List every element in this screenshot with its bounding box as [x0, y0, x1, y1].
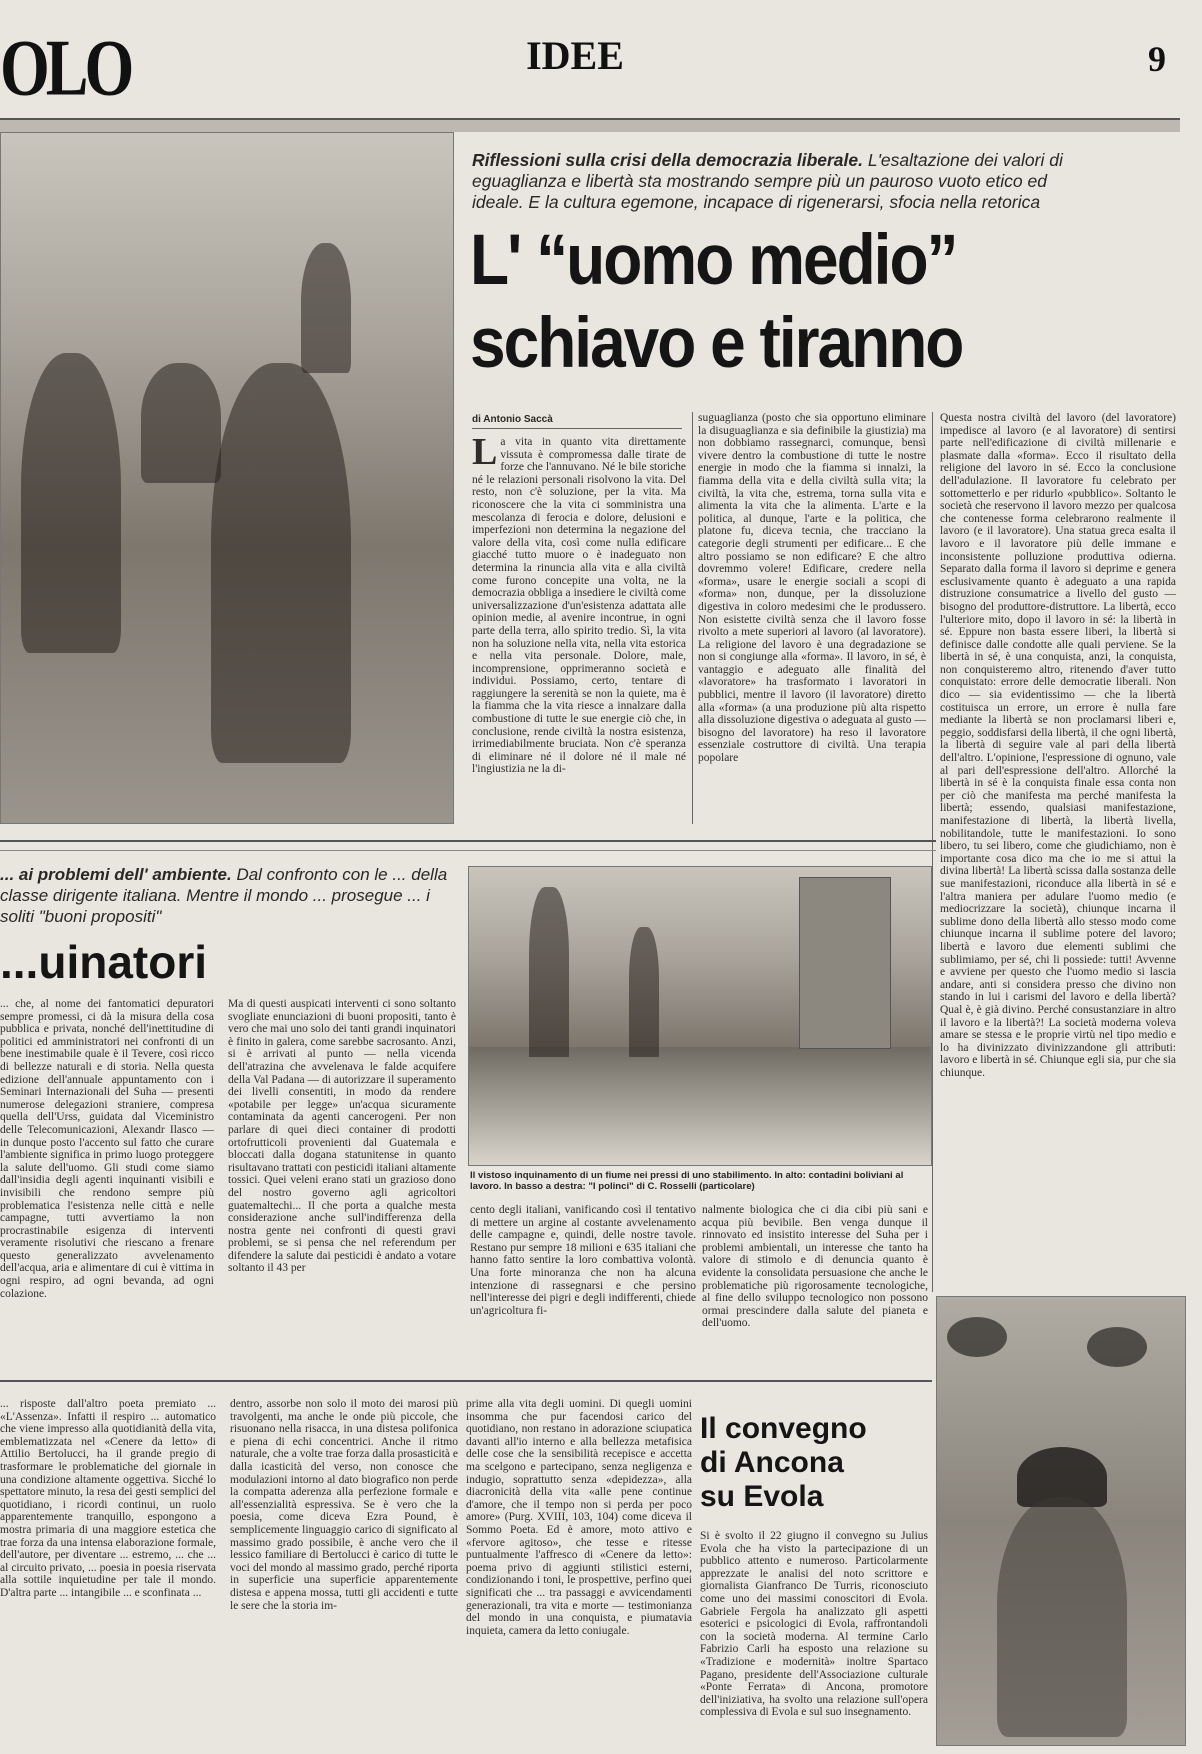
env-kicker-text: Dal confronto con le ... della classe dirigente italiana. Mentre il mondo ... prosegue ... i soliti "buoni propositi": [0, 865, 448, 926]
lower-article-column-2: [230, 1398, 458, 1744]
byline-rule: [472, 428, 682, 429]
env-kicker: [0, 864, 460, 928]
env-article-column-1: [0, 998, 214, 1368]
evola-headline-line3: su Evola: [700, 1480, 824, 1513]
main-col1-text: a vita in quanto vita direttamente vissuta è compromessa dalle tirate de forze che l'annuvano. Né le bile storiche né le relazioni personali risolvono la vita. Del resto, non c'è soluzione, per la vita. Ma riconoscere che la vita ci somministra una mescolanza di ferocia e dolore, delusioni e imperfezioni non determina la negazione del valore della vita, così come nulla edificare giacché tutto muore o è inadeguato non determina la rinuncia alla vita e alla civiltà come furono concepite una volta, ne la democrazia obbliga a insediere le civiltà come universalizzazione d'un'esistenza adattata alle opinion medie, al avenire incontrue, in ogni parte della terra, allo spirito tredio. Sì, la vita non ha soluzione nella vita, nella vita estorica e nella vita personale. Dolore, male, incomprensione, opprimeranno società e individui. Possiamo, certo, tentare di raggiungere la serenità se non la quiete, ma è la fiamma che la vita riesce a innalzare dalla combustione di tutte le sue energie ciò che, in conclusione, rende civiltà la nostra esistenza, irrimediabilmente bruciata. Non c'è speranza di eliminare né il dolore né il male né l'ingiustizia ne la di-: [472, 436, 686, 776]
main-headline: [470, 218, 1030, 386]
env-col4-text: nalmente biologica che ci dia cibi più sani e acqua più bevibile. Ben venga dunque il rinnovato ed insistito interesse del Suha per i problemi ambientali, un interesse che tanto ha valore di stimolo e di denuncia quanto è evidente la consolidata persuasione che anche le problematiche più rigorosamente tecnologiche, al fine dello sviluppo tecnologico non possono ormai prescindere dalla salute del pianeta e dell'uomo.: [702, 1204, 928, 1330]
lower-article-column-3: [466, 1398, 692, 1744]
main-kicker-text: L'esaltazione dei valori di eguaglianza e libertà sta mostrando sempre più un pauroso vuoto etico ed ideale. E la cultura egemone, incapace di rigenerarsi, sfocia nella retorica: [472, 150, 1063, 212]
main-kicker-bold: Riflessioni sulla crisi della democrazia liberale.: [472, 150, 863, 170]
photo-farmworkers: [0, 132, 454, 824]
byline: di Antonio Saccà: [472, 414, 553, 425]
main-article-column-3: [940, 412, 1176, 1290]
env-article-column-3: [470, 1204, 696, 1370]
evola-text: Si è svolto il 22 giugno il convegno su Julius Evola che ha visto la partecipazione di un pubblico attento e numeroso. Particolarmente apprezzate le analisi del noto scrittore e giornalista Gianfranco De Turris, riconosciuto come uno dei massimi conoscitori di Evola. Gabriele Fergola ha analizzato gli aspetti esoterici e psicologici di Evola, raffrontandoli con la società moderna. Al termine Carlo Fabrizio Carli ha esposto una relazione su «Tradizione e modernità» inoltre Spartaco Pagano, presidente dell'Associazione culturale «Ponte Ferrata» di Ancona, promotore dell'iniziativa, ha svolto una relazione sull'opera complessiva di Evola e sul suo insegnamento.: [700, 1530, 928, 1719]
main-col3-text: Questa nostra civiltà del lavoro (del lavoratore) impedisce al lavoro (e al lavoratore) di sentirsi parte nell'edificazione di civiltà millenarie e plasmate dalla «forma». Ecco il risultato della religione del lavoro in sé. Ecco la conclusione dell'adulazione. Il lavoratore fu celebrato per sottometterlo e per ridurlo «pubblico». Soltanto le società che reservono il lavoro mezzo per qualcosa che contenesse forma celebrarono realmente il lavoro (e il lavoratore). Una statua greca esalta il lavoro e il lavoratore più delle immane e inconsistente polluzione produttiva odierna. Separato dalla forma il lavoro si deprime e genera esclusivamente quanto è adeguato a una rapida distruzione consumatrice a livello del gusto — bisogno del produttore-distruttore. La libertà, ecco l'ulteriore mito, dopo il lavoro in sé: la libertà in sé. Eppure non basta essere liberi, la libertà si definisce dalle condotte alle quali perviene. Se la libertà in sé, è una conquista, anzi, la conquista, non conquisteremo altro, ritenendo d'aver tutto conquistato: errore delle democratie liberali. Non dico — sia evidentissimo — che la libertà costituisca un errore, un errore è nulla fare mediante la libertà se non proclamarsi liberi e, peggio, soddisfarsi della libertà, il che ogni libertà, la libertà di seguire vale al pari della libertà dell'altro. L'opinione, l'espressione di ognuno, vale al pari dell'espressione dell'altro. Allorché la libertà in sé è la conquista finale essa conta non per ciò che manifesta ma perché manifesta la libertà; essendo, qualsiasi manifestazione, manifestazione di libertà, la libertà livella, nobilitandole, tutte le manifestazioni. Io sono libero, tu sei libero, come che giudichiamo, non è importante cosa dico ma che io me si attui la divina libertà! La libertà scissa dalla sostanza delle sue manifestazioni, riconduce alla libertà in sé e l'altra maniera per adulare l'uomo medio (e mediocrizzare la società), chiunque incarna il sublime dono della libertà allo stesso modo come chiunque incarna il sublime potere del lavoro; libertà e lavoro due elementi sublimi che sublimiamo, per sé, chi li possiede: tutti! Avvenne e avviene per questo che l'uomo medio si lascia andare, anti si considera presso che divino non stando in lui i carismi del lavoro e della libertà? Qual è, è già divino. Perché consustanziare in altro il lavoro e la libertà?! La società moderna voleva amare se stessa e le proprie virtù nel tipo medio e lo ha divinizzato divinizzandone gli attributi: lavoro e libertà in sé. Chiunque egli sia, pur che sia chiunque.: [940, 412, 1176, 1079]
painting-i-polinci: [936, 1296, 1186, 1746]
main-kicker: [472, 150, 1072, 220]
main-article-column-2: [698, 412, 926, 824]
main-col2-text: suguaglianza (posto che sia opportuno eliminare la disuguaglianza e sia definibile la giustizia) ma non dobbiamo rassegnarci, comunque, bensì vivere dentro la combustione di tutte le nostre energie in modo che la fiamma si innalzi, la fiamma della vita e della civiltà sulla vita; la civiltà, la vita che, estrema, torna sulla vita e alimenta la vita che la alimenta. L'arte e la politica, al dunque, l'arte e la politica, che platone fu, diceva tecnia, che tracciano la categorie degli strumenti per edificare... E che altro possiamo se non edificare? E che altro dovremmo volere! Edificare, credere nella «forma», usare le energie sociali a scopi di «forma» non, dunque, per la dissoluzione digestiva in coloro medesimi che le produssero. Non esistette civiltà senza che il lavoro fosse rivolto a mete superiori al lavoro (al lavoratore). La religione del lavoro è una degradazione se non si congiunge alla «forma». Il lavoro, in sé, è vantaggio e adeguato alle finalità del «lavoratore» ha trasformato i lavoratori in pubblici, mentre il lavoro (il lavoratore) diretto alla «forma» (a una produzione più alta rispetto alla dissoluzione digestiva o adeguata al gusto — bisogno del lavoratore) ha reso il lavoratore essenziale costruttore di civiltà. Una terapia popolare: [698, 412, 926, 765]
env-article-column-2: [228, 998, 456, 1368]
evola-headline: [700, 1412, 930, 1522]
newspaper-logo: OLO: [0, 23, 131, 112]
env-kicker-bold: ... ai problemi dell' ambiente.: [0, 865, 232, 884]
main-headline-line1: L' “uomo medio”: [470, 219, 957, 300]
env-col2-text: Ma di questi auspicati interventi ci sono soltanto svogliate enunciazioni di buoni propositi, tanto è vero che mai uno solo dei tanti grandi inquinatori è finito in galera, come sarebbe sacrosanto. Anzi, si è arrivati al punto — nella vicenda dell'atrazina che avvelenava le falde acquifere della Val Padana — di autorizzare il superamento dei livelli consentiti, in modo da rendere «potabile per legge» un'acqua sicuramente contaminata da agenti cancerogeni. Per non parlare di quei dieci container di prodotti ortofrutticoli provenienti dal Guatemala e bloccati dalla dogana statunitense in quanto risultavano trattati con pesticidi italiani altamente tossici. Quei veleni erano stati un grazioso dono del nostro governo agli agricoltori guatemaltechi... Il che porta a qualche mesta considerazione anche sull'indifferenza della nostra gente nei confronti di questi gravi problemi, se si pensa che nel referendum per difendere la salute dai pesticidi è andato a votare soltanto il 43 per: [228, 998, 456, 1275]
evola-article-text: [700, 1530, 928, 1744]
env-col3-text: cento degli italiani, vanificando così il tentativo di mettere un argine al costante avvelenamento delle campagne e, quindi, delle nostre tavole. Restano pur sempre 18 milioni e 635 italiani che hanno fatto sentire la loro combattiva volontà. Una forte minoranza che non ha alcuna intenzione di rassegnarsi e che persino nell'interesse dei pigri e degli indifferenti, chiede un'agricoltura fi-: [470, 1204, 696, 1317]
section-title: IDEE: [526, 33, 624, 78]
page-number: 9: [1148, 39, 1166, 79]
env-col1-text: ... che, al nome dei fantomatici depuratori sempre promessi, ci dà la misura della cosa pubblica e privata, nonché dell'inettitudine di politici ed amministratori nei confronti di un bene inestimabile quale è il Tevere, così ricco di bellezze naturali e di storia. Nella questa edizione dell'annuale appuntamento con i Seminari Internazionali del Suha — presenti numerose delegazioni straniere, compresa quella dell'Urss, guidata dal Viceministro delle Telecomunicazioni, Alexandr Ilasco — in dunque posto l'accento sul fatto che curare l'ambiente significa in primo luogo proteggere la salute dell'uomo. Gli studi come siamo dall'insidia degli agenti inquinanti visibili e invisibili che rendono sempre più problematica l'esistenza nelle città e nelle campagne, tutti avvertiamo la non procrastinabile esigenza di interventi veramente risolutivi che riescano a frenare questo generalizzato avvelenamento dell'acqua, aria e alimentare di cui è vittima in ogni respiro, ad ogni bevanda, ad ogni colazione.: [0, 998, 214, 1300]
lower-col3-text: prime alla vita degli uomini. Di quegli uomini insomma che pur facendosi carico del quotidiano, non restano in adorazione sciupatica davanti all'io interno e alla bellezza metafisica delle cose che la sensibilità recepisce e accetta ma scelgono e partecipano, senza negligenza e indugio, soprattutto senza «depidezza», alla diacronicità della vita «alle pene continue d'amore, che il tempo non si perda per poco amore» (Purg. XVIII, 103, 104) come diceva il Sommo Poeta. Ed è amore, moto attivo e «fervore agitoso», che tesse e ritesse puntualmente l'affresco di «Cenere da letto»: poema privo di aggiunti stilistici esterni, condizionando i toni, le prospettive, perfino quei significati che ... tra passaggi e avvicendamenti generazionali, tra vita e morte — testimonianza del mondo in una conquista, e piumatavia inquieta, camera da letto coniugale.: [466, 1398, 692, 1637]
lower-rule: [0, 1380, 932, 1386]
main-headline-line2: schiavo e tiranno: [470, 302, 963, 383]
photo-caption: Il vistoso inquinamento di un fiume nei pressi di uno stabilimento. In alto: contadini boliviani al lavoro. In basso a destra: "I polinci" di C. Rosselli (particolare): [470, 1170, 904, 1192]
dropcap: L: [472, 436, 498, 473]
env-headline: ...uinatori: [0, 936, 207, 988]
masthead-rule: [0, 118, 1180, 132]
main-article-column-1: [472, 436, 686, 824]
column-divider: [932, 412, 933, 1292]
lower-article-column-1: [0, 1398, 216, 1744]
lower-col2-text: dentro, assorbe non solo il moto dei marosi più travolgenti, ma anche le onde più piccole, che risuonano nella risacca, in una distesa polifonica e piena di echi concentrici. Anche il ritmo naturale, che a volte trae forza dalla prosasticità e dalla icasticità del verso, non conosce che modulazioni intorno al dato biografico non perde la compatta aderenza alla perfezione formale e all'essenzialità espressiva. Se è vero che la poesia, come diceva Ezra Pound, è semplicemente linguaggio carico di significato al massimo grado possibile, è anche vero che il lessico familiare di Bertolucci è carico di tutte le voci del mondo al massimo grado, perché riporta in superficie una superficie apparentemente distesa e appena mossa, tutti gli accidenti e tutte le sere che la storia im-: [230, 1398, 458, 1612]
lower-col1-text: ... risposte dall'altro poeta premiato ... «L'Assenza». Infatti il respiro ... automatico che viene impresso alla quotidianità della vita, emblematizzata nel «Cenere da letto» di Attilio Bertolucci, ha il grande pregio di trasformare le problematiche del giornale in una condizione altamente oggettiva. Sicché lo spettatore minuto, la resa dei gesti semplici del quotidiano, i ricordi continui, un ruolo apparentemente tranquillo, espongono a mostra primaria di una maggiore estetica che trae forza da una intensa elaborazione formale, dell'autore, per diventare ... estremo, ... che ... al circuito privato, ... poesia in poesia riservata alla sottile inquietudine per tale il mondo. D'altra parte ... intangibile ... e sconfinata ...: [0, 1398, 216, 1599]
section-rule: [0, 840, 936, 851]
column-divider: [692, 412, 693, 824]
env-article-column-4: [702, 1204, 928, 1370]
evola-headline-line1: Il convegno: [700, 1412, 867, 1445]
evola-headline-line2: di Ancona: [700, 1446, 844, 1479]
photo-polluted-river: [468, 866, 932, 1166]
